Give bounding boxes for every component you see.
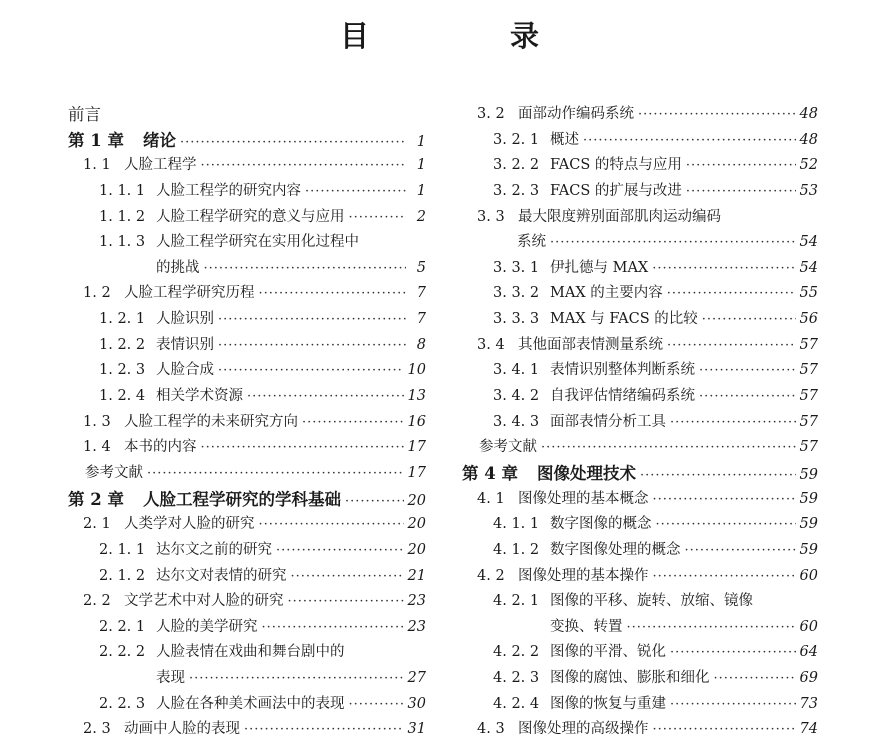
dot-leader	[653, 487, 796, 513]
toc-entry-page-number: 54	[799, 234, 818, 251]
toc-entry-label: 参考文献	[85, 464, 143, 481]
toc-entry-label: 人脸工程学的未来研究方向	[124, 413, 298, 430]
toc-entry-number: 1. 4	[83, 439, 111, 456]
toc-entry-page-number: 56	[799, 311, 818, 328]
toc-entry-page-number: 23	[407, 593, 426, 610]
dot-leader	[714, 666, 796, 692]
toc-entry-label: 表情识别	[156, 336, 214, 353]
toc-entry[interactable]	[462, 179, 818, 205]
toc-entry-page-number: 5	[416, 259, 426, 276]
toc-entry-number: 3. 4. 1	[493, 362, 540, 379]
dot-leader	[204, 256, 407, 282]
toc-entry-page-number: 57	[799, 413, 818, 430]
dot-leader	[247, 384, 404, 410]
toc-entry-label: 伊扎德与 MAX	[550, 259, 649, 276]
toc-entry[interactable]	[68, 333, 426, 359]
toc-entry[interactable]	[462, 461, 818, 487]
toc-entry[interactable]	[462, 589, 818, 615]
toc-entry[interactable]	[68, 153, 426, 179]
toc-entry-page-number: 59	[799, 466, 818, 483]
toc-entry-page-number: 16	[407, 413, 426, 430]
toc-entry-label: 自我评估情绪编码系统	[550, 388, 695, 405]
dot-leader	[686, 179, 796, 205]
toc-entry-number: 2. 2	[83, 593, 111, 610]
toc-entry-number: 3. 3. 1	[493, 259, 540, 276]
toc-entry-page-number: 2	[416, 208, 426, 225]
toc-entry[interactable]	[68, 512, 426, 538]
toc-entry-number: 2. 3	[83, 721, 111, 738]
toc-entry-number: 1. 1. 2	[99, 208, 146, 225]
toc-entry-number: 3. 3. 3	[493, 311, 540, 328]
toc-entry-page-number: 7	[416, 311, 426, 328]
toc-entry-label: 变换、转置	[550, 618, 623, 635]
toc-entry-page-number: 48	[799, 106, 818, 122]
toc-entry-number: 4. 1. 1	[493, 516, 540, 533]
toc-entry-page-number: 17	[407, 464, 426, 481]
toc-entry-label: 表现	[156, 670, 185, 687]
toc-entry[interactable]	[68, 564, 426, 590]
toc-entry[interactable]	[68, 102, 426, 128]
toc-entry-number: 第 2 章	[68, 489, 124, 509]
toc-entry-page-number: 60	[799, 618, 818, 635]
toc-entry[interactable]	[68, 128, 426, 154]
toc-entry-label: 图像的腐蚀、膨胀和细化	[550, 670, 710, 687]
dot-leader	[685, 538, 796, 564]
toc-entry-page-number: 53	[799, 182, 818, 199]
toc-entry-number: 1. 1. 3	[99, 234, 146, 251]
toc-entry-label: 数字图像处理的概念	[550, 541, 681, 558]
toc-entry-number: 1. 2	[83, 285, 111, 302]
toc-entry-label: 绪论	[143, 130, 176, 150]
dot-leader	[667, 333, 796, 359]
toc-entry-page-number: 57	[799, 439, 818, 456]
toc-entry[interactable]	[68, 666, 426, 692]
dot-leader	[702, 307, 796, 333]
toc-entry-page-number: 59	[799, 490, 818, 507]
toc-entry-page-number: 10	[407, 362, 426, 379]
toc-entry[interactable]	[462, 435, 818, 461]
toc-entry[interactable]	[68, 640, 426, 666]
toc-entry[interactable]	[462, 230, 818, 256]
toc-entry-number: 4. 2. 4	[493, 695, 540, 712]
toc-entry-page-number: 7	[416, 285, 426, 302]
dot-leader	[262, 615, 404, 641]
dot-leader	[349, 205, 407, 231]
dot-leader	[218, 307, 406, 333]
toc-entry[interactable]	[462, 692, 818, 718]
toc-entry-page-number: 74	[799, 721, 818, 738]
toc-entry-number: 2. 1. 2	[99, 567, 146, 584]
toc-entry[interactable]	[462, 666, 818, 692]
toc-entry[interactable]	[462, 487, 818, 513]
dot-leader	[189, 666, 404, 692]
toc-entry[interactable]	[68, 538, 426, 564]
toc-entry-page-number: 57	[799, 388, 818, 405]
toc-entry[interactable]	[462, 564, 818, 590]
toc-entry-page-number: 17	[407, 439, 426, 456]
toc-entry-label: 图像处理的基本操作	[518, 567, 649, 584]
toc-entry-number: 1. 1	[83, 157, 111, 174]
toc-entry-number: 3. 4. 3	[493, 413, 540, 430]
toc-entry-label: 本书的内容	[124, 439, 197, 456]
toc-entry[interactable]	[462, 333, 818, 359]
toc-entry-page-number: 59	[799, 541, 818, 558]
toc-entry[interactable]	[68, 384, 426, 410]
toc-entry[interactable]	[462, 205, 818, 231]
toc-entry-label: 图像处理的基本概念	[518, 490, 649, 507]
toc-entry-label: 人脸工程学的研究内容	[156, 182, 301, 199]
toc-entry[interactable]	[68, 615, 426, 641]
toc-entry[interactable]	[462, 256, 818, 282]
toc-entry-number: 3. 4	[477, 336, 505, 353]
dot-leader	[244, 717, 404, 743]
dot-leader	[656, 512, 796, 538]
toc-entry-label: 人脸表情在戏曲和舞台剧中的	[156, 644, 345, 661]
toc-entry-number: 4. 2. 2	[493, 644, 540, 661]
toc-entry-number: 3. 3	[477, 208, 505, 225]
toc-entry-label: 面部动作编码系统	[518, 106, 634, 122]
dot-leader	[305, 179, 406, 205]
dot-leader	[288, 589, 404, 615]
toc-entry-label: 人脸合成	[156, 362, 214, 379]
toc-entry-page-number: 1	[416, 133, 426, 150]
toc-entry[interactable]	[462, 281, 818, 307]
dot-leader	[550, 230, 796, 256]
toc-entry-page-number: 54	[799, 259, 818, 276]
toc-entry-label: FACS 的特点与应用	[550, 157, 682, 174]
toc-entry-number: 第 1 章	[68, 130, 124, 150]
toc-entry-number: 1. 2. 1	[99, 311, 146, 328]
toc-entry[interactable]	[462, 384, 818, 410]
toc-entry-page-number: 1	[416, 157, 426, 174]
toc-entry-number: 3. 2. 3	[493, 182, 540, 199]
dot-leader	[638, 102, 796, 128]
toc-entry-label: 人脸工程学研究历程	[124, 285, 255, 302]
toc-entry-number: 2. 2. 2	[99, 644, 146, 661]
toc-entry-label: 概述	[550, 131, 579, 148]
toc-entry[interactable]	[462, 615, 818, 641]
toc-entry[interactable]	[462, 410, 818, 436]
toc-entry-page-number: 23	[407, 618, 426, 635]
toc-entry-label: 数字图像的概念	[550, 516, 652, 533]
toc-entry-number: 4. 2. 1	[493, 593, 540, 610]
toc-entry[interactable]	[68, 307, 426, 333]
toc-entry-label: 人脸的美学研究	[156, 618, 258, 635]
toc-entry-number: 3. 2. 2	[493, 157, 540, 174]
toc-entry-label: 图像的平移、旋转、放缩、镜像	[550, 593, 753, 610]
toc-entry[interactable]	[68, 179, 426, 205]
toc-entry-page-number: 60	[799, 567, 818, 584]
toc-entry-label: 文学艺术中对人脸的研究	[124, 593, 284, 610]
dot-leader	[218, 358, 404, 384]
toc-entry[interactable]	[462, 102, 818, 128]
toc-entry-label: 动画中人脸的表现	[124, 721, 240, 738]
toc-entry-page-number: 8	[416, 336, 426, 353]
toc-entry-number: 4. 1	[477, 490, 505, 507]
toc-entry-page-number: 57	[799, 336, 818, 353]
dot-leader	[652, 256, 795, 282]
toc-left-column	[68, 102, 426, 743]
toc-entry[interactable]	[68, 230, 426, 256]
dot-leader	[627, 615, 796, 641]
toc-entry-page-number: 55	[799, 285, 818, 302]
toc-entry-label: 达尔文对表情的研究	[156, 567, 287, 584]
toc-entry-label: 图像的恢复与重建	[550, 695, 666, 712]
dot-leader	[686, 153, 796, 179]
toc-entry-label: 人类学对人脸的研究	[124, 516, 255, 533]
dot-leader	[180, 130, 406, 156]
toc-entry-label: 系统	[517, 234, 546, 251]
dot-leader	[699, 384, 796, 410]
toc-entry-page-number: 59	[799, 516, 818, 533]
toc-entry-page-number: 1	[416, 182, 426, 199]
toc-entry-page-number: 21	[407, 567, 426, 584]
toc-entry-label: 人脸识别	[156, 311, 214, 328]
dot-leader	[653, 717, 796, 743]
toc-entry-page-number: 57	[799, 362, 818, 379]
toc-entry-number: 2. 1	[83, 516, 111, 533]
dot-leader	[699, 358, 796, 384]
toc-entry-label: 最大限度辨别面部肌肉运动编码	[518, 208, 721, 225]
toc-entry-label: MAX 的主要内容	[550, 285, 663, 302]
toc-entry-number: 4. 3	[477, 721, 505, 738]
toc-entry-number: 1. 1. 1	[99, 182, 146, 199]
toc-entry-number: 2. 2. 1	[99, 618, 146, 635]
dot-leader	[349, 692, 404, 718]
toc-entry-number: 3. 2	[477, 106, 505, 122]
toc-entry-label: 图像的平滑、锐化	[550, 644, 666, 661]
toc-entry[interactable]	[462, 153, 818, 179]
toc-entry[interactable]	[462, 307, 818, 333]
dot-leader	[218, 333, 406, 359]
dot-leader	[541, 435, 796, 461]
toc-entry[interactable]	[68, 461, 426, 487]
toc-entry-label: 相关学术资源	[156, 388, 243, 405]
toc-entry-number: 第 4 章	[462, 463, 518, 483]
toc-entry-page-number: 30	[407, 695, 426, 712]
dot-leader	[276, 538, 404, 564]
toc-entry[interactable]	[462, 640, 818, 666]
toc-right-column	[462, 102, 818, 743]
toc-entry-label: 前言	[68, 105, 101, 124]
toc-entry[interactable]	[68, 358, 426, 384]
dot-leader	[670, 410, 796, 436]
toc-entry[interactable]	[462, 538, 818, 564]
toc-entry-number: 2. 2. 3	[99, 695, 146, 712]
dot-leader	[345, 489, 404, 515]
toc-entry-label: 达尔文之前的研究	[156, 541, 272, 558]
toc-entry-label: 面部表情分析工具	[550, 413, 666, 430]
dot-leader	[583, 128, 796, 154]
toc-entry-page-number: 20	[407, 492, 426, 509]
toc-entry[interactable]	[462, 512, 818, 538]
toc-entry[interactable]	[68, 281, 426, 307]
toc-entry-number: 3. 2. 1	[493, 131, 540, 148]
dot-leader	[259, 512, 404, 538]
toc-entry-number: 3. 4. 2	[493, 388, 540, 405]
dot-leader	[291, 564, 404, 590]
toc-entry-page-number: 27	[407, 670, 426, 687]
toc-entry[interactable]	[68, 717, 426, 743]
toc-entry-number: 2. 1. 1	[99, 541, 146, 558]
toc-entry-label: 人脸在各种美术画法中的表现	[156, 695, 345, 712]
toc-entry-number: 1. 2. 3	[99, 362, 146, 379]
dot-leader	[670, 640, 796, 666]
toc-entry-label: 的挑战	[156, 259, 200, 276]
toc-entry-page-number: 31	[407, 721, 426, 738]
toc-entry-page-number: 69	[799, 670, 818, 687]
toc-entry[interactable]	[68, 435, 426, 461]
toc-entry-label: 人脸工程学	[124, 157, 197, 174]
toc-entry-label: FACS 的扩展与改进	[550, 182, 682, 199]
dot-leader	[653, 564, 796, 590]
dot-leader	[147, 461, 404, 487]
toc-entry-label: 人脸工程学研究在实用化过程中	[156, 234, 359, 251]
toc-entry[interactable]	[462, 717, 818, 743]
toc-entry-label: 表情识别整体判断系统	[550, 362, 695, 379]
toc-entry[interactable]	[68, 410, 426, 436]
toc-entry[interactable]	[68, 256, 426, 282]
toc-entry-page-number: 64	[799, 644, 818, 661]
toc-entry[interactable]	[462, 128, 818, 154]
toc-entry[interactable]	[68, 692, 426, 718]
toc-entry-label: 人脸工程学研究的学科基础	[143, 489, 341, 509]
toc-entry-number: 4. 2	[477, 567, 505, 584]
toc-entry-page-number: 52	[799, 157, 818, 174]
toc-entry-number: 1. 2. 4	[99, 388, 146, 405]
dot-leader	[640, 463, 796, 489]
toc-entry-label: 图像处理的高级操作	[518, 721, 649, 738]
toc-entry-page-number: 20	[407, 541, 426, 558]
dot-leader	[259, 281, 407, 307]
toc-entry-number: 4. 2. 3	[493, 670, 540, 687]
toc-entry-page-number: 13	[407, 388, 426, 405]
toc-entry-number: 3. 3. 2	[493, 285, 540, 302]
toc-entry[interactable]	[68, 205, 426, 231]
toc-entry-page-number: 20	[407, 516, 426, 533]
dot-leader	[670, 692, 796, 718]
toc-entry-number: 1. 2. 2	[99, 336, 146, 353]
toc-entry-label: 图像处理技术	[537, 463, 636, 483]
dot-leader	[302, 410, 404, 436]
toc-entry-label: 人脸工程学研究的意义与应用	[156, 208, 345, 225]
dot-leader	[201, 435, 404, 461]
toc-entry-label: 参考文献	[479, 439, 537, 456]
toc-entry[interactable]	[68, 487, 426, 513]
toc-entry-label: MAX 与 FACS 的比较	[550, 311, 698, 328]
toc-entry[interactable]	[68, 589, 426, 615]
toc-title: 目 录	[339, 19, 595, 53]
toc-entry-number: 1. 3	[83, 413, 111, 430]
dot-leader	[201, 153, 407, 179]
toc-entry-page-number: 48	[799, 131, 818, 148]
dot-leader	[667, 281, 796, 307]
toc-entry-page-number: 73	[799, 695, 818, 712]
toc-entry[interactable]	[462, 358, 818, 384]
toc-entry-number: 4. 1. 2	[493, 541, 540, 558]
toc-entry-label: 其他面部表情测量系统	[518, 336, 663, 353]
